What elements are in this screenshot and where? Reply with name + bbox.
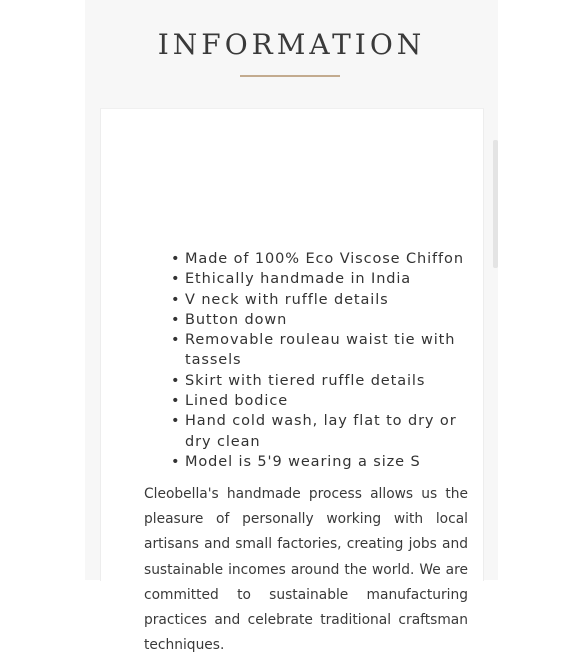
list-item-text: Removable rouleau waist tie with tassels	[185, 332, 456, 369]
bullet-icon: •	[171, 332, 181, 349]
list-item	[171, 371, 471, 391]
list-item-text: V neck with ruffle details	[185, 291, 389, 308]
list-item-text: Made of 100% Eco Viscose Chiffon	[185, 251, 464, 267]
list-item-text: Skirt with tiered ruffle details	[185, 372, 426, 389]
title-divider	[240, 75, 340, 77]
list-item	[171, 391, 471, 411]
list-item	[171, 452, 471, 472]
list-item	[171, 411, 471, 452]
list-item	[171, 269, 471, 289]
bullet-icon: •	[171, 393, 181, 410]
list-item	[171, 310, 471, 330]
scrollbar[interactable]	[493, 140, 498, 268]
list-item-text: Button down	[185, 311, 288, 328]
list-item-text: Hand cold wash, lay flat to dry or dry clean	[185, 413, 457, 450]
list-item-text: Lined bodice	[185, 393, 289, 410]
list-item-text: Ethically handmade in India	[185, 271, 412, 288]
list-item-text: Model is 5'9 wearing a size S	[185, 453, 421, 470]
list-item	[171, 330, 471, 371]
bullet-icon: •	[171, 372, 181, 389]
page-title: INFORMATION	[157, 28, 426, 61]
information-panel	[85, 0, 498, 654]
bullet-icon: •	[171, 271, 181, 288]
bullet-icon: •	[171, 413, 181, 430]
list-item	[171, 290, 471, 310]
feature-list	[171, 249, 471, 472]
content-card	[100, 108, 484, 654]
bullet-icon: •	[171, 291, 181, 308]
bullet-icon: •	[171, 311, 181, 328]
brand-description: Cleobella's handmade process allows us the pleasure of personally working with local artisans and small factories, creating jobs and sustainable incomes around the world. We are committed to sustainable manufacturing practices and celebrate traditional craftsman techniques.	[144, 486, 468, 654]
list-item	[171, 249, 471, 269]
bullet-icon: •	[171, 453, 181, 470]
bullet-icon: •	[171, 251, 181, 267]
